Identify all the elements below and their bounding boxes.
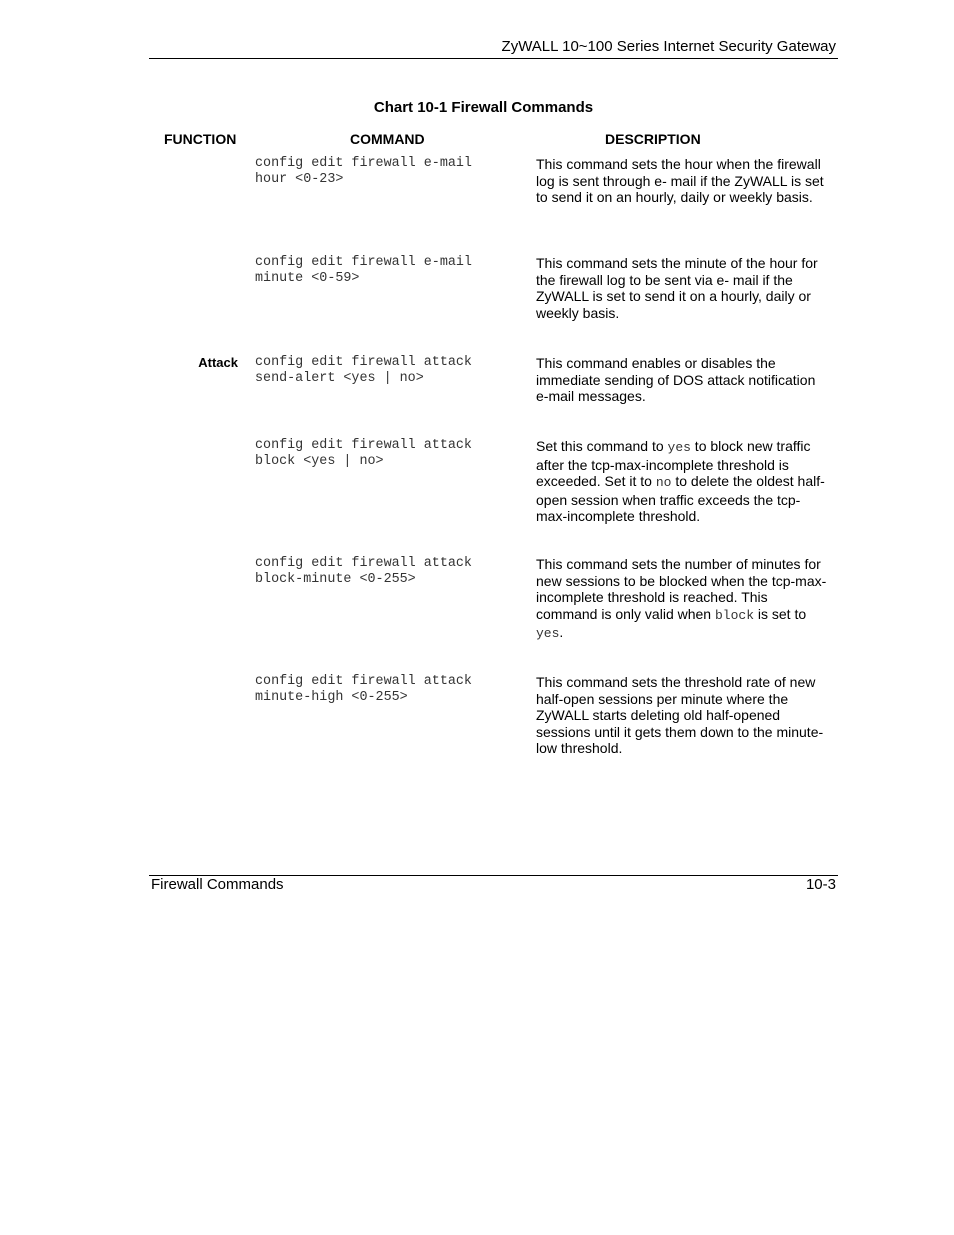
command-text <box>255 355 515 388</box>
code-term: yes <box>536 626 560 642</box>
description-text: This command sets the minute of the hour for the firewall log to be sent via e- mail if the ZyWALL is set to send it on a hourly, daily or weekly basis. <box>536 255 818 321</box>
command-line: block-minute <0-255> <box>255 572 416 588</box>
column-header-description: DESCRIPTION <box>605 131 701 147</box>
footer-section-title: Firewall Commands <box>151 876 284 893</box>
command-line: config edit firewall attack <box>255 438 472 453</box>
description-text: This command sets the threshold rate of new half-open sessions per minute where the ZyWALL starts deleting old half-opened sessions until it gets them down to the minute-low threshold. <box>536 674 824 757</box>
command-text <box>255 156 515 189</box>
description-segment: This command sets the number of minutes for new sessions to be blocked when the tcp-max-incomplete threshold is reached. This command is only valid when <box>536 556 827 622</box>
command-line: config edit firewall e-mail <box>255 255 472 270</box>
command-line: send-alert <yes | no> <box>255 371 424 387</box>
code-term: block <box>714 607 754 623</box>
code-term: no <box>655 475 672 491</box>
command-line: config edit firewall e-mail <box>255 156 472 171</box>
command-line: config edit firewall attack <box>255 556 472 571</box>
description-text: This command sets the hour when the firewall log is sent through e- mail if the ZyWALL is set to send it on an hourly, daily or weekly basis. <box>536 156 824 206</box>
description-text <box>536 556 828 643</box>
description-text <box>536 438 828 525</box>
command-line: minute <0-59> <box>255 271 360 287</box>
chart-title: Chart 10-1 Firewall Commands <box>373 99 594 116</box>
command-line: config edit firewall attack <box>255 674 472 689</box>
function-label: Attack <box>198 355 238 370</box>
command-line: config edit firewall attack <box>255 355 472 370</box>
description-text: This command enables or disables the immediate sending of DOS attack notification e-mail messages. <box>536 355 816 405</box>
header-divider <box>149 58 838 59</box>
command-text <box>255 438 515 471</box>
description-segment: . <box>559 624 564 641</box>
command-line: hour <0-23> <box>255 172 344 188</box>
command-line: block <yes | no> <box>255 454 384 470</box>
description-segment: is set to <box>754 605 807 622</box>
running-header-title: ZyWALL 10~100 Series Internet Security Gateway <box>501 38 836 55</box>
description-segment: Set this command to <box>536 438 668 454</box>
column-header-command: COMMAND <box>350 131 425 147</box>
description-segment: to block new traffic after the tcp-max-incomplete threshold is exceeded. Set it to <box>536 438 811 490</box>
column-header-function: FUNCTION <box>164 131 237 147</box>
command-text <box>255 255 515 288</box>
code-term: yes <box>667 440 691 455</box>
description-segment: to delete the oldest half-open session when traffic exceeds the tcp-max-incomplete threshold. <box>536 473 825 525</box>
command-text <box>255 556 515 589</box>
command-line: minute-high <0-255> <box>255 690 408 706</box>
page-number: 10-3 <box>805 876 836 893</box>
command-text <box>255 674 515 707</box>
